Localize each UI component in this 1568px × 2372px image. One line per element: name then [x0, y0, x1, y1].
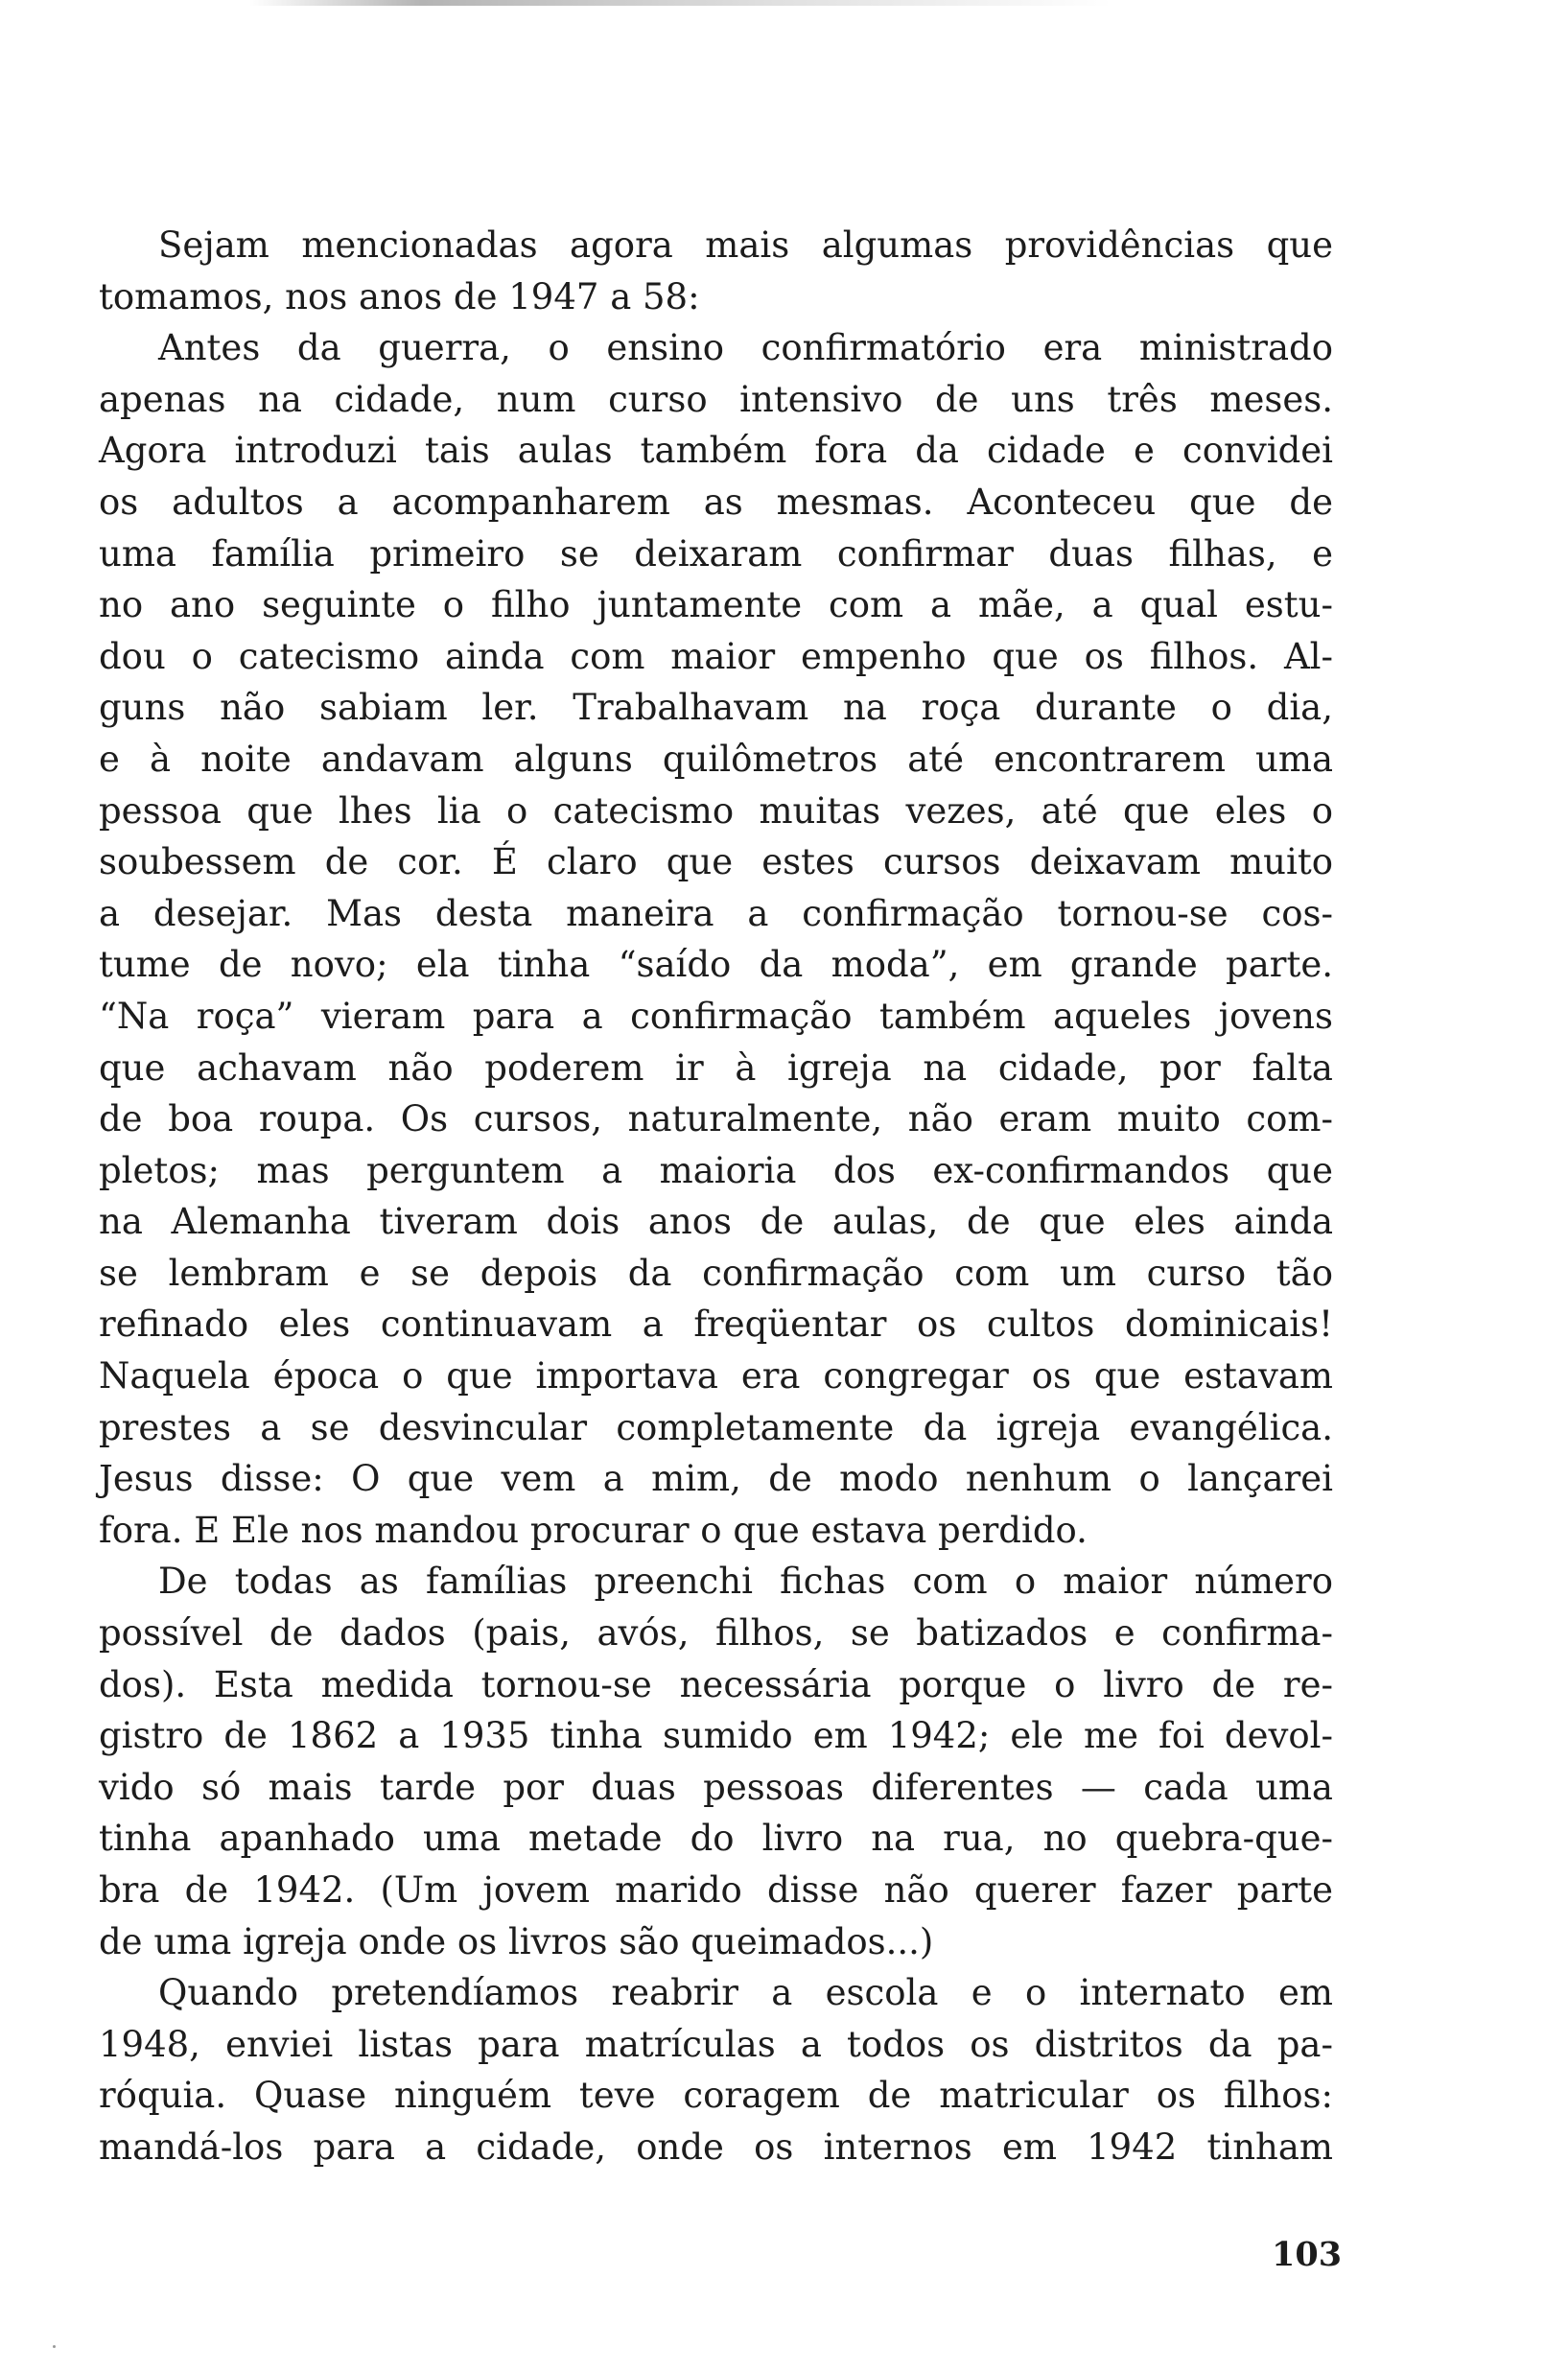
text-line: fora. E Ele nos mandou procurar o que estava perdido.	[99, 1509, 1088, 1551]
text-line: uma família primeiro se deixaram confirmar duas filhas, e	[99, 532, 1333, 575]
text-line: Antes da guerra, o ensino confirmatório era ministrado	[158, 327, 1333, 369]
text-line: mandá-los para a cidade, onde os internos em 1942 tinham	[99, 2125, 1333, 2168]
scan-edge-mark	[249, 0, 1112, 6]
text-line: soubessem de cor. É claro que estes cursos deixavam muito	[99, 841, 1333, 883]
text-line: dou o catecismo ainda com maior empenho que os filhos. Al-	[99, 635, 1333, 677]
text-line: possível de dados (pais, avós, filhos, se batizados e confirma-	[99, 1612, 1333, 1655]
text-line: prestes a se desvincular completamente da igreja evangélica.	[99, 1406, 1333, 1448]
text-line: De todas as famílias preenchi fichas com o maior número	[158, 1561, 1333, 1603]
text-line: “Na roça” vieram para a confirmação também aqueles jovens	[99, 995, 1333, 1037]
text-line: na Alemanha tiveram dois anos de aulas, de que eles ainda	[99, 1201, 1333, 1243]
text-line: tume de novo; ela tinha “saído da moda”, em grande parte.	[99, 944, 1333, 986]
text-line: Naquela época o que importava era congregar os que estavam	[99, 1355, 1333, 1397]
scan-speck	[53, 2345, 56, 2348]
body-text	[99, 220, 1333, 2173]
text-line: Agora introduzi tais aulas também fora da cidade e convidei	[99, 430, 1333, 472]
page-number: 103	[1272, 2235, 1343, 2274]
text-line: de uma igreja onde os livros são queimados...)	[99, 1920, 934, 1962]
text-line: refinado eles continuavam a freqüentar os cultos dominicais!	[99, 1303, 1333, 1346]
text-line: pessoa que lhes lia o catecismo muitas vezes, até que eles o	[99, 789, 1333, 832]
text-line: tinha apanhado uma metade do livro na rua, no quebra-que-	[99, 1818, 1333, 1860]
text-line: e à noite andavam alguns quilômetros até encontrarem uma	[99, 738, 1333, 780]
text-line: róquia. Quase ninguém teve coragem de matricular os filhos:	[99, 2075, 1333, 2117]
text-line: de boa roupa. Os cursos, naturalmente, não eram muito com-	[99, 1098, 1333, 1140]
text-line: bra de 1942. (Um jovem marido disse não querer fazer parte	[99, 1869, 1333, 1911]
text-line: 1948, enviei listas para matrículas a todos os distritos da pa-	[99, 2023, 1333, 2065]
text-line: os adultos a acompanharem as mesmas. Aconteceu que de	[99, 481, 1333, 523]
text-line: vido só mais tarde por duas pessoas diferentes — cada uma	[99, 1766, 1333, 1808]
text-line: guns não sabiam ler. Trabalhavam na roça durante o dia,	[99, 687, 1333, 729]
text-line: pletos; mas perguntem a maioria dos ex-confirmandos que	[99, 1149, 1333, 1191]
text-line: dos). Esta medida tornou-se necessária porque o livro de re-	[99, 1663, 1333, 1705]
text-line: que achavam não poderem ir à igreja na cidade, por falta	[99, 1046, 1333, 1089]
text-line: Jesus disse: O que vem a mim, de modo nenhum o lançarei	[99, 1458, 1333, 1500]
text-line: no ano seguinte o filho juntamente com a mãe, a qual estu-	[99, 584, 1333, 626]
text-line: a desejar. Mas desta maneira a confirmação tornou-se cos-	[99, 892, 1333, 934]
text-line: tomamos, nos anos de 1947 a 58:	[99, 275, 700, 317]
text-line: Sejam mencionadas agora mais algumas providências que	[158, 224, 1333, 266]
text-line: apenas na cidade, num curso intensivo de uns três meses.	[99, 378, 1333, 420]
text-line: se lembram e se depois da confirmação com um curso tão	[99, 1252, 1333, 1294]
text-line: Quando pretendíamos reabrir a escola e o internato em	[158, 1972, 1333, 2014]
text-line: gistro de 1862 a 1935 tinha sumido em 1942; ele me foi devol-	[99, 1715, 1333, 1757]
